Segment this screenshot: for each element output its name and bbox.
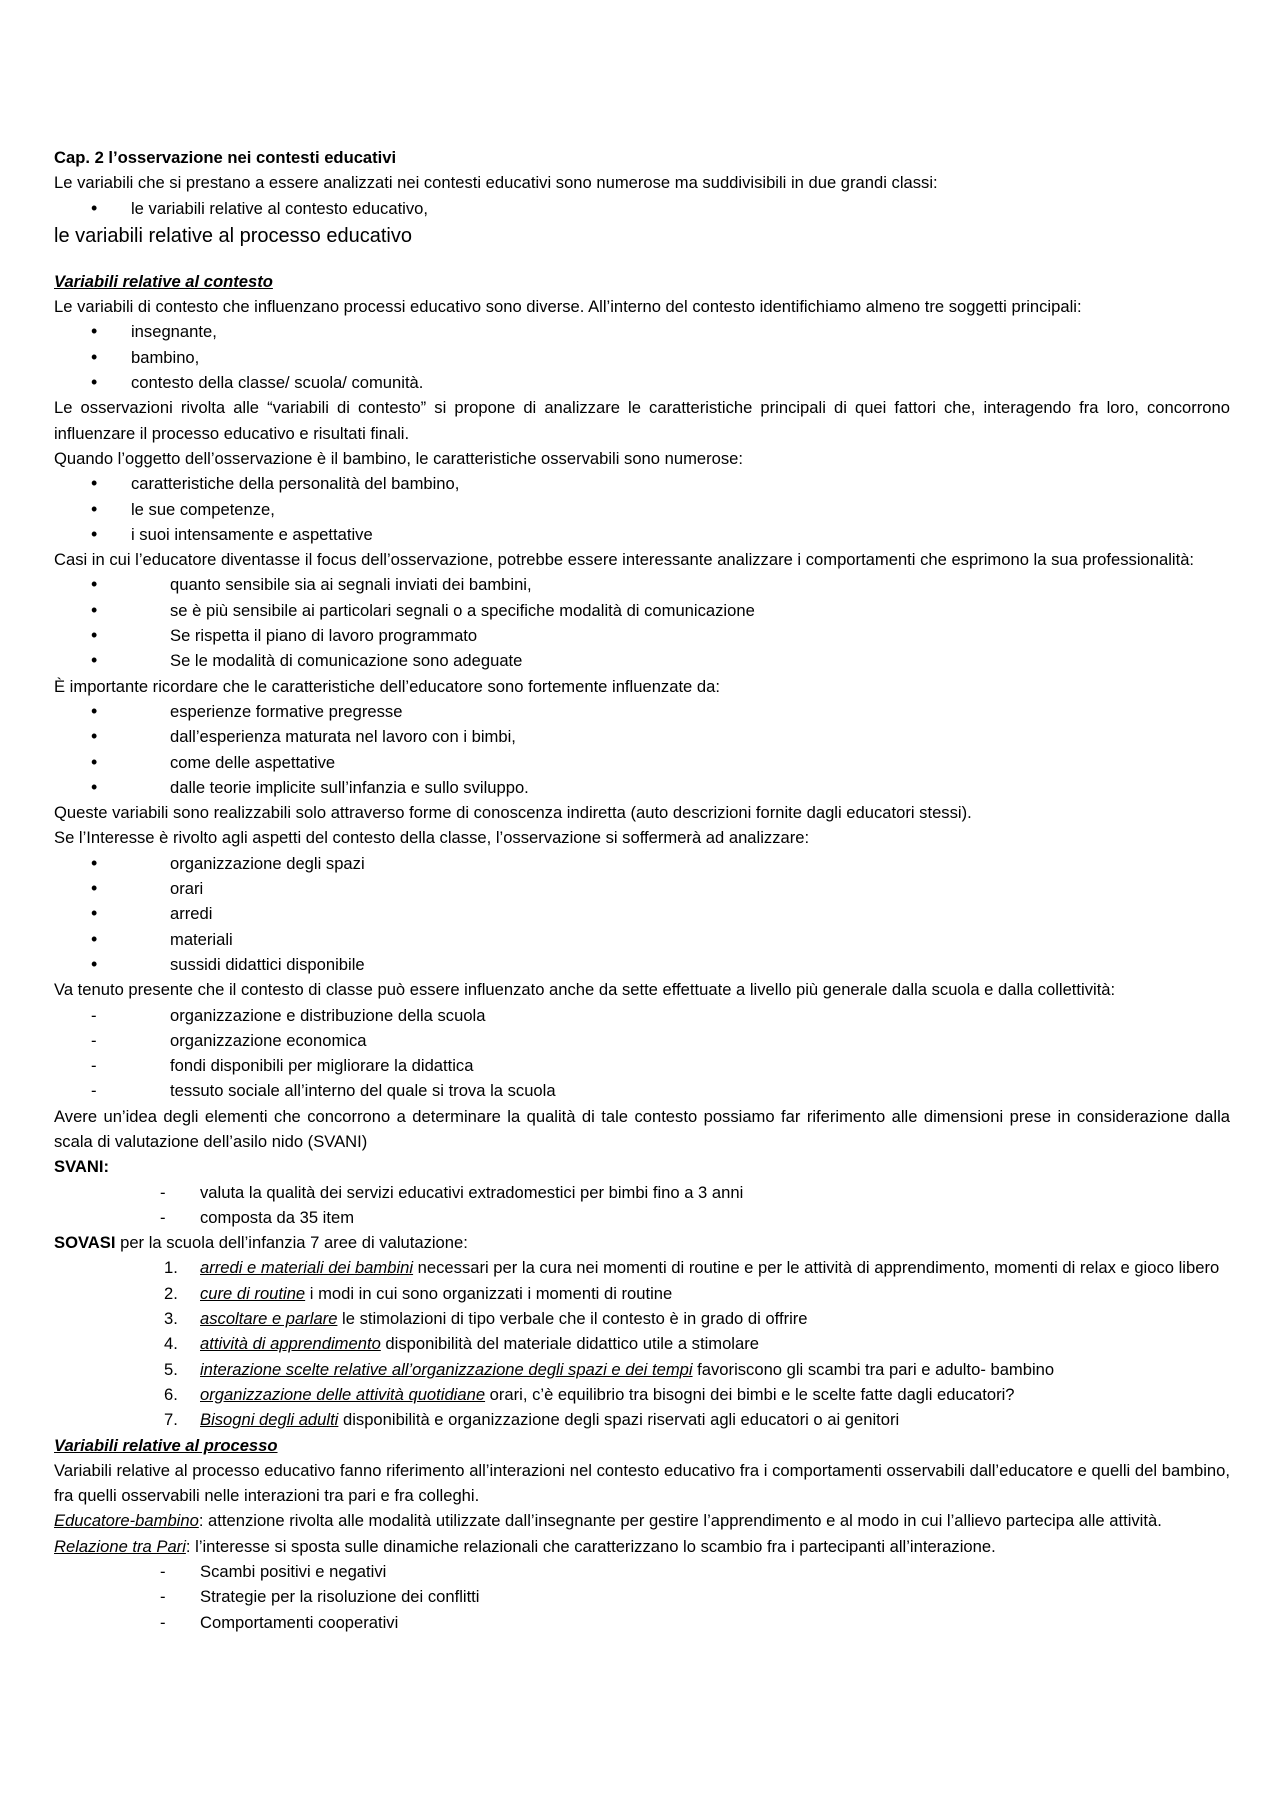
list-number: 3.: [164, 1309, 178, 1329]
bullet-marker: •: [91, 321, 98, 342]
list-item-text: composta da 35 item: [200, 1207, 355, 1227]
list-item: [54, 471, 1230, 496]
list-item-text: Se rispetta il piano di lavoro programmato: [170, 626, 478, 646]
bullet-marker: •: [91, 473, 98, 494]
bullet-marker: •: [91, 599, 98, 620]
list-item-text: se è più sensibile ai particolari segnali o a specifiche modalità di comunicazione: [170, 600, 755, 620]
list-item-text: bambino,: [131, 347, 200, 367]
dash-marker: -: [160, 1612, 166, 1632]
list-item-text: esperienze formative pregresse: [170, 701, 403, 721]
list-item: [54, 1357, 1230, 1382]
list-number: 1.: [164, 1258, 178, 1278]
bullet-marker: •: [91, 372, 98, 393]
list-item-text: arredi: [170, 904, 213, 924]
bullet-marker: •: [91, 751, 98, 772]
list-item: [54, 497, 1230, 522]
paragraph: Se l’Interesse è rivolto agli aspetti del contesto della classe, l’osservazione si soffermerà ad analizzare:: [54, 828, 810, 848]
list-item-text: le sue competenze,: [131, 499, 275, 519]
list-item: [54, 901, 1230, 926]
peer-dynamics-list: [54, 1559, 1230, 1635]
list-item-text: Strategie per la risoluzione dei conflitti: [200, 1587, 480, 1607]
list-item-text: quanto sensibile sia ai segnali inviati dei bambini,: [170, 575, 532, 595]
educator-child-paragraph: Educatore-bambino: attenzione rivolta alle modalità utilizzate dall’insegnante per gestire l’apprendimento e al modo in cui l’allievo partecipa alle attività.: [54, 1511, 1162, 1531]
list-item: [54, 750, 1230, 775]
list-item-text: orari: [170, 879, 204, 899]
sovasi-label: SOVASI: [54, 1233, 116, 1253]
bullet-marker: •: [91, 523, 98, 544]
list-item: [54, 572, 1230, 597]
list-item: [54, 522, 1230, 547]
bullet-marker: •: [91, 650, 98, 671]
list-item: [54, 724, 1230, 749]
list-item: [54, 648, 1230, 673]
list-item-text: sussidi didattici disponibile: [170, 954, 365, 974]
bullet-marker: •: [91, 776, 98, 797]
area-description: le stimolazioni di tipo verbale che il contesto è in grado di offrire: [337, 1309, 808, 1329]
paragraph: Quando l’oggetto dell’osservazione è il bambino, le caratteristiche osservabili sono numerose:: [54, 448, 744, 468]
paragraph: Queste variabili sono realizzabili solo attraverso forme di conoscenza indiretta (auto descrizioni fornite dagli educatori stessi).: [54, 803, 972, 823]
list-item-text: Comportamenti cooperativi: [200, 1612, 399, 1632]
paragraph: Le variabili di contesto che influenzano processi educativo sono diverse. All’interno del contesto identifichiamo almeno tre soggetti principali:: [54, 297, 1082, 317]
list-item-text: valuta la qualità dei servizi educativi extradomestici per bimbi fino a 3 anni: [200, 1182, 744, 1202]
area-term: attività di apprendimento: [200, 1334, 381, 1354]
list-item: [54, 1053, 1230, 1078]
list-number: 6.: [164, 1384, 178, 1404]
dash-marker: -: [91, 1005, 97, 1025]
area-term: Bisogni degli adulti: [200, 1410, 339, 1430]
list-item: [54, 1028, 1230, 1053]
classroom-aspects-list: [54, 851, 1230, 977]
educator-influences-list: [54, 699, 1230, 800]
bullet-marker: •: [91, 625, 98, 646]
paragraph: Casi in cui l’educatore diventasse il focus dell’osservazione, potrebbe essere interessante analizzare i comportamenti che esprimono la sua professionalità:: [54, 550, 1195, 570]
intro-list: [54, 196, 1230, 221]
area-term: arredi e materiali dei bambini: [200, 1258, 414, 1278]
bullet-marker: •: [91, 726, 98, 747]
list-item: [54, 1003, 1230, 1028]
list-item: • le variabili relative al contesto educativo,: [54, 196, 1230, 221]
list-item: [54, 370, 1230, 395]
list-item-text: Scambi positivi e negativi: [200, 1562, 387, 1582]
list-item-text: contesto della classe/ scuola/ comunità.: [131, 373, 424, 393]
paragraph: Avere un’idea degli elementi che concorrono a determinare la qualità di tale contesto possiamo far riferimento alle dimensioni prese in considerazione dalla scala di valutazione dell’asilo nido (SVANI): [54, 1106, 1230, 1151]
bullet-marker: •: [91, 197, 98, 218]
list-item-text: organizzazione e distribuzione della scuola: [170, 1005, 486, 1025]
area-description: orari, c’è equilibrio tra bisogni dei bimbi e le scelte fatte dagli educatori?: [485, 1384, 1015, 1404]
area-term: interazione scelte relative all’organizzazione degli spazi e dei tempi: [200, 1359, 693, 1379]
list-item: [54, 1306, 1230, 1331]
dash-marker: -: [160, 1562, 166, 1582]
dash-marker: -: [91, 1030, 97, 1050]
area-description: disponibilità del materiale didattico utile a stimolare: [380, 1334, 759, 1354]
educator-child-term: Educatore-bambino: [54, 1511, 199, 1531]
list-item: [54, 345, 1230, 370]
bullet-marker: •: [91, 878, 98, 899]
area-term: ascoltare e parlare: [200, 1309, 338, 1329]
subjects-list: [54, 319, 1230, 395]
list-item-text: Se le modalità di comunicazione sono adeguate: [170, 651, 523, 671]
document-title: Cap. 2 l’osservazione nei contesti educativi: [54, 148, 397, 167]
list-item: [54, 623, 1230, 648]
list-item: [54, 927, 1230, 952]
list-item: [54, 1180, 1230, 1205]
paragraph: Va tenuto presente che il contesto di classe può essere influenzato anche da sette effettuate a livello più generale dalla scuola e dalla collettività:: [54, 980, 1116, 1000]
section-heading-context: Variabili relative al contesto: [54, 271, 273, 291]
list-item-text: tessuto sociale all’interno del quale si trova la scuola: [170, 1081, 556, 1101]
educator-behaviors-list: [54, 572, 1230, 673]
area-description: necessari per la cura nei momenti di routine e per le attività di apprendimento, momenti di relax e gioco libero: [413, 1258, 1220, 1278]
list-item-text: organizzazione economica: [170, 1030, 367, 1050]
bullet-marker: •: [91, 953, 98, 974]
dash-marker: -: [160, 1182, 166, 1202]
svani-list: [54, 1180, 1230, 1231]
list-item: [54, 1331, 1230, 1356]
list-item-text: organizzazione degli spazi: [170, 853, 365, 873]
sovasi-paragraph: SOVASI per la scuola dell’infanzia 7 aree di valutazione:: [54, 1233, 468, 1253]
list-item: [54, 1205, 1230, 1230]
area-description: favoriscono gli scambi tra pari e adulto- bambino: [692, 1359, 1055, 1379]
bullet-marker: •: [91, 852, 98, 873]
list-item: [54, 876, 1230, 901]
school-factors-list: [54, 1003, 1230, 1104]
list-item-text: fondi disponibili per migliorare la didattica: [170, 1056, 474, 1076]
list-item: [54, 851, 1230, 876]
list-item: [54, 775, 1230, 800]
dash-marker: -: [160, 1207, 166, 1227]
area-description: i modi in cui sono organizzati i momenti di routine: [305, 1283, 673, 1303]
bullet-marker: •: [91, 574, 98, 595]
peer-relation-term: Relazione tra Pari: [54, 1536, 186, 1556]
area-term: cure di routine: [200, 1283, 306, 1303]
list-item-text: i suoi intensamente e aspettative: [131, 524, 373, 544]
list-item: [54, 952, 1230, 977]
list-number: 7.: [164, 1410, 178, 1430]
list-item: [54, 1559, 1230, 1584]
list-item: [54, 1281, 1230, 1306]
document-page: [54, 145, 1230, 1635]
peer-relation-paragraph: Relazione tra Pari: l’interesse si sposta sulle dinamiche relazionali che caratterizzano lo scambio fra i partecipanti all’interazione.: [54, 1536, 996, 1556]
intro-second-class: le variabili relative al processo educativo: [54, 224, 412, 247]
bullet-marker: •: [91, 903, 98, 924]
list-item: [54, 1610, 1230, 1635]
section-heading-process: Variabili relative al processo: [54, 1435, 278, 1455]
list-item-text: come delle aspettative: [170, 752, 336, 772]
list-item: [54, 1255, 1230, 1280]
child-characteristics-list: [54, 471, 1230, 547]
area-term: organizzazione delle attività quotidiane: [200, 1384, 486, 1404]
list-item: [54, 1407, 1230, 1432]
list-item-text: materiali: [170, 929, 233, 949]
bullet-marker: •: [91, 700, 98, 721]
list-item-text: caratteristiche della personalità del bambino,: [131, 474, 460, 494]
dash-marker: -: [91, 1056, 97, 1076]
list-item: [54, 1382, 1230, 1407]
dash-marker: -: [91, 1081, 97, 1101]
list-item: [54, 1584, 1230, 1609]
list-item: [54, 319, 1230, 344]
list-item: [54, 1078, 1230, 1103]
paragraph: Le osservazioni rivolta alle “variabili di contesto” si propone di analizzare le caratteristiche principali di quei fattori che, interagendo fra loro, concorrono influenzare il processo educativo e risultati finali.: [54, 398, 1230, 443]
dash-marker: -: [160, 1587, 166, 1607]
list-item: [54, 699, 1230, 724]
bullet-marker: •: [91, 928, 98, 949]
list-number: 4.: [164, 1334, 178, 1354]
bullet-marker: •: [91, 346, 98, 367]
paragraph: È importante ricordare che le caratteristiche dell’educatore sono fortemente influenzate da:: [54, 676, 720, 696]
svani-label: SVANI:: [54, 1157, 110, 1177]
list-number: 5.: [164, 1359, 178, 1379]
area-description: disponibilità e organizzazione degli spazi riservati agli educatori o ai genitori: [338, 1410, 900, 1430]
list-item-text: insegnante,: [131, 322, 217, 342]
list-number: 2.: [164, 1283, 178, 1303]
sovasi-areas-list: [54, 1255, 1230, 1432]
list-item-text: dalle teorie implicite sull’infanzia e sullo sviluppo.: [170, 777, 529, 797]
paragraph: Variabili relative al processo educativo fanno riferimento all’interazioni nel contesto educativo fra i comportamenti osservabili dall’educatore e quelli del bambino, fra quelli osservabili nelle interazioni tra pari e fra colleghi.: [54, 1460, 1230, 1506]
bullet-marker: •: [91, 498, 98, 519]
list-item: [54, 598, 1230, 623]
list-item-text: dall’esperienza maturata nel lavoro con i bimbi,: [170, 727, 516, 747]
intro-paragraph: Le variabili che si prestano a essere analizzati nei contesti educativi sono numerose ma suddivisibili in due grandi classi:: [54, 173, 938, 193]
